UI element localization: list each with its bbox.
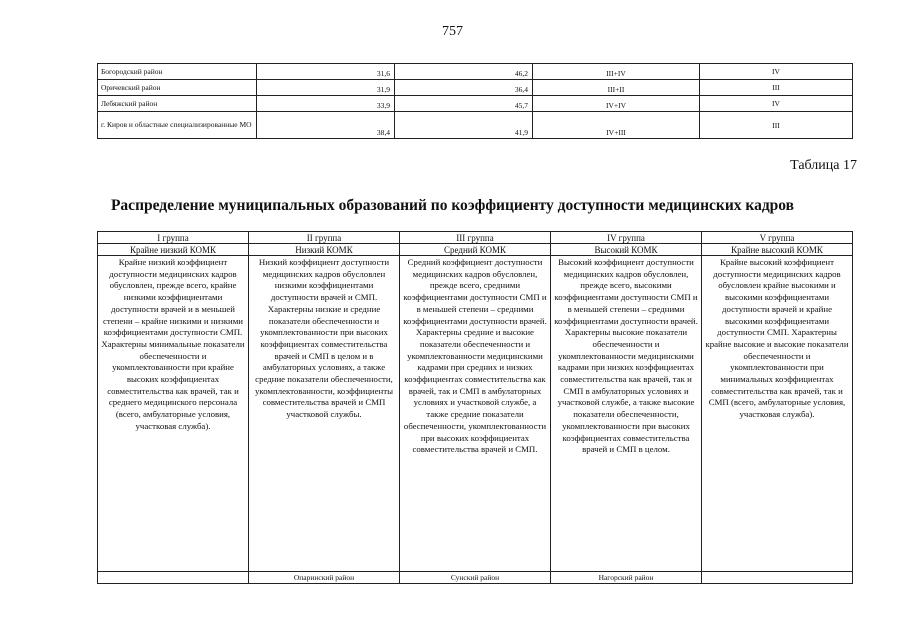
district-name: Лебяжский район (98, 96, 257, 112)
district-name: Богородский район (98, 64, 257, 80)
group-description: Крайне высокий коэффициент доступности медицинских кадров обусловлен крайне высокими и высокими коэффициентами доступности врачей и крайне высокими коэффициентами доступности СМП. Характерны крайне высокие и высокие показатели обеспеченности и укомплектованности при минимальных коэффициентах совместительства как врачей, так и СМП (всего, амбулаторные условия, участковая служба). (702, 256, 853, 572)
value-1: 38,4 (257, 112, 395, 139)
group-combination: IV+IV (533, 96, 700, 112)
group-level: Низкий КОМК (249, 244, 400, 256)
final-group: IV (700, 64, 853, 80)
group-district: Нагорский район (551, 572, 702, 584)
district-name: Оричевский район (98, 80, 257, 96)
value-1: 31,9 (257, 80, 395, 96)
group-distribution-table (97, 231, 853, 584)
final-group: IV (700, 96, 853, 112)
table-row (98, 96, 853, 112)
group-district: Опаринский район (249, 572, 400, 584)
district-name: г. Киров и областные специализированные МО (98, 112, 257, 139)
table-row (98, 112, 853, 139)
group-district-row (98, 572, 853, 584)
group-name: III группа (400, 232, 551, 244)
group-district: Сунский район (400, 572, 551, 584)
page-number: 757 (442, 24, 463, 39)
group-combination: IV+III (533, 112, 700, 139)
district-values-table (97, 63, 853, 139)
table-row (98, 64, 853, 80)
group-name: IV группа (551, 232, 702, 244)
final-group: III (700, 112, 853, 139)
group-name: II группа (249, 232, 400, 244)
value-2: 36,4 (395, 80, 533, 96)
value-1: 33,9 (257, 96, 395, 112)
group-district (702, 572, 853, 584)
value-2: 45,7 (395, 96, 533, 112)
group-combination: III+II (533, 80, 700, 96)
group-description: Высокий коэффициент доступности медицинских кадров обусловлен, прежде всего, высокими коэффициентами доступности СМП и в меньшей степени – средними коэффициентами доступности врачей. Характерны высокие показатели обеспеченности и укомплектованности медицинскими кадрами при низких коэффициентах совместительства как врачей, так и СМП в амбулаторных условиях и участковой службе, а также высокие показатели обеспеченности, укомплектованности при высоких коэффициентах совместительства врачей и СМП в целом. (551, 256, 702, 572)
table-title: Распределение муниципальных образований по коэффициенту доступности медицинских кадров (110, 197, 795, 214)
group-level: Крайне низкий КОМК (98, 244, 249, 256)
table-label: Таблица 17 (790, 158, 857, 173)
group-district (98, 572, 249, 584)
value-2: 46,2 (395, 64, 533, 80)
group-description: Низкий коэффициент доступности медицинских кадров обусловлен низкими коэффициентами доступности врачей и СМП. Характерны низкие и средние показатели обеспеченности и укомплектованности при высоких коэффициентах совместительства врачей и СМП в целом и в амбулаторных условиях, а также средние показатели обеспеченности, укомплектованности, коэффициенты совместительства врачей и СМП участковой службы. (249, 256, 400, 572)
table-row (98, 80, 853, 96)
group-combination: III+IV (533, 64, 700, 80)
value-2: 41,9 (395, 112, 533, 139)
group-level-row (98, 244, 853, 256)
group-name: V группа (702, 232, 853, 244)
final-group: III (700, 80, 853, 96)
group-name: I группа (98, 232, 249, 244)
group-description-row (98, 256, 853, 572)
group-name-row (98, 232, 853, 244)
group-level: Высокий КОМК (551, 244, 702, 256)
value-1: 31,6 (257, 64, 395, 80)
group-description: Крайне низкий коэффициент доступности медицинских кадров обусловлен, прежде всего, крайне низкими коэффициентами доступности врачей и в меньшей степени – крайне низкими и низкими коэффициентами доступности СМП. Характерны минимальные показатели обеспеченности и укомплектованности при крайне высоких коэффициентах совместительства как врачей, так и среднего медицинского персонала (всего, амбулаторные условия, участковая служба). (98, 256, 249, 572)
group-level: Крайне высокий КОМК (702, 244, 853, 256)
group-description: Средний коэффициент доступности медицинских кадров обусловлен, прежде всего, средними коэффициентами доступности СМП и в меньшей степени – средними коэффициентами доступности врачей. Характерны средние и высокие показатели обеспеченности и укомплектованности медицинскими кадрами при средних и низких коэффициентах совместительства как врачей, так и СМП в амбулаторных условиях и участковой службе, а также средние показатели обеспеченности, укомплектованности при высоких коэффициентах совместительства врачей и СМП. (400, 256, 551, 572)
group-level: Средний КОМК (400, 244, 551, 256)
